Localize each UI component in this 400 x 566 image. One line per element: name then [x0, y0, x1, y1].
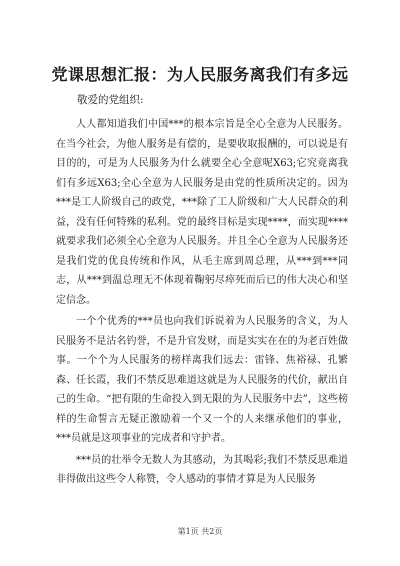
paragraph-3: ***员的壮举令无数人为其感动，为其喝彩;我们不禁反思难道非得做出这些令人称赞，令人感动的事情才算是为人民服务 — [56, 454, 348, 485]
paragraph-2: 一个个优秀的***员也向我们诉说着为人民服务的含义，为人民服务不是沽名钓誉，不是升官发财，而是实实在在的为老百姓做事。一个个为人民服务的榜样离我们远去：雷锋、焦裕禄、孔繁森、任长霞，我们不禁反思难道这就是为人民服务的代价，献出自己的生命。“把有限的生命投入到无限的为人民服务中去”，这些榜样的生命誓言无疑正激励着一个又一个的人来继承他们的事业，***员就是这项事业的完成者和守护者。 — [56, 316, 348, 444]
document-body — [56, 90, 348, 492]
greeting: 敬爱的党组织: — [77, 94, 144, 106]
paragraph-1: 人人都知道我们中国***的根本宗旨是全心全意为人民服务。在当今社会，为他人服务是有偿的，是要收取报酬的，可以说是有目的的，可是为人民服务为什么就要全心全意呢X63;它究竟离我们有多远X63;全心全意为人民服务是由党的性质所决定的。因为***是工人阶级自己的政党，***除了工人阶级和广大人民群众的利益，没有任何特殊的私利。党的最终目标是实现****，而实现****就要求我们必须全心全意为人民服务。并且全心全意为人民服务还是我们党的优良传统和作风，从毛主席到周总理，从***到***同志，从***到温总理无不体现着鞠躬尽瘁死而后已的伟大决心和坚定信念。 — [56, 119, 348, 306]
page-number-footer: 第1页 共2页 — [177, 527, 223, 536]
document-title: 党课思想汇报：为人民服务离我们有多远 — [51, 65, 349, 84]
